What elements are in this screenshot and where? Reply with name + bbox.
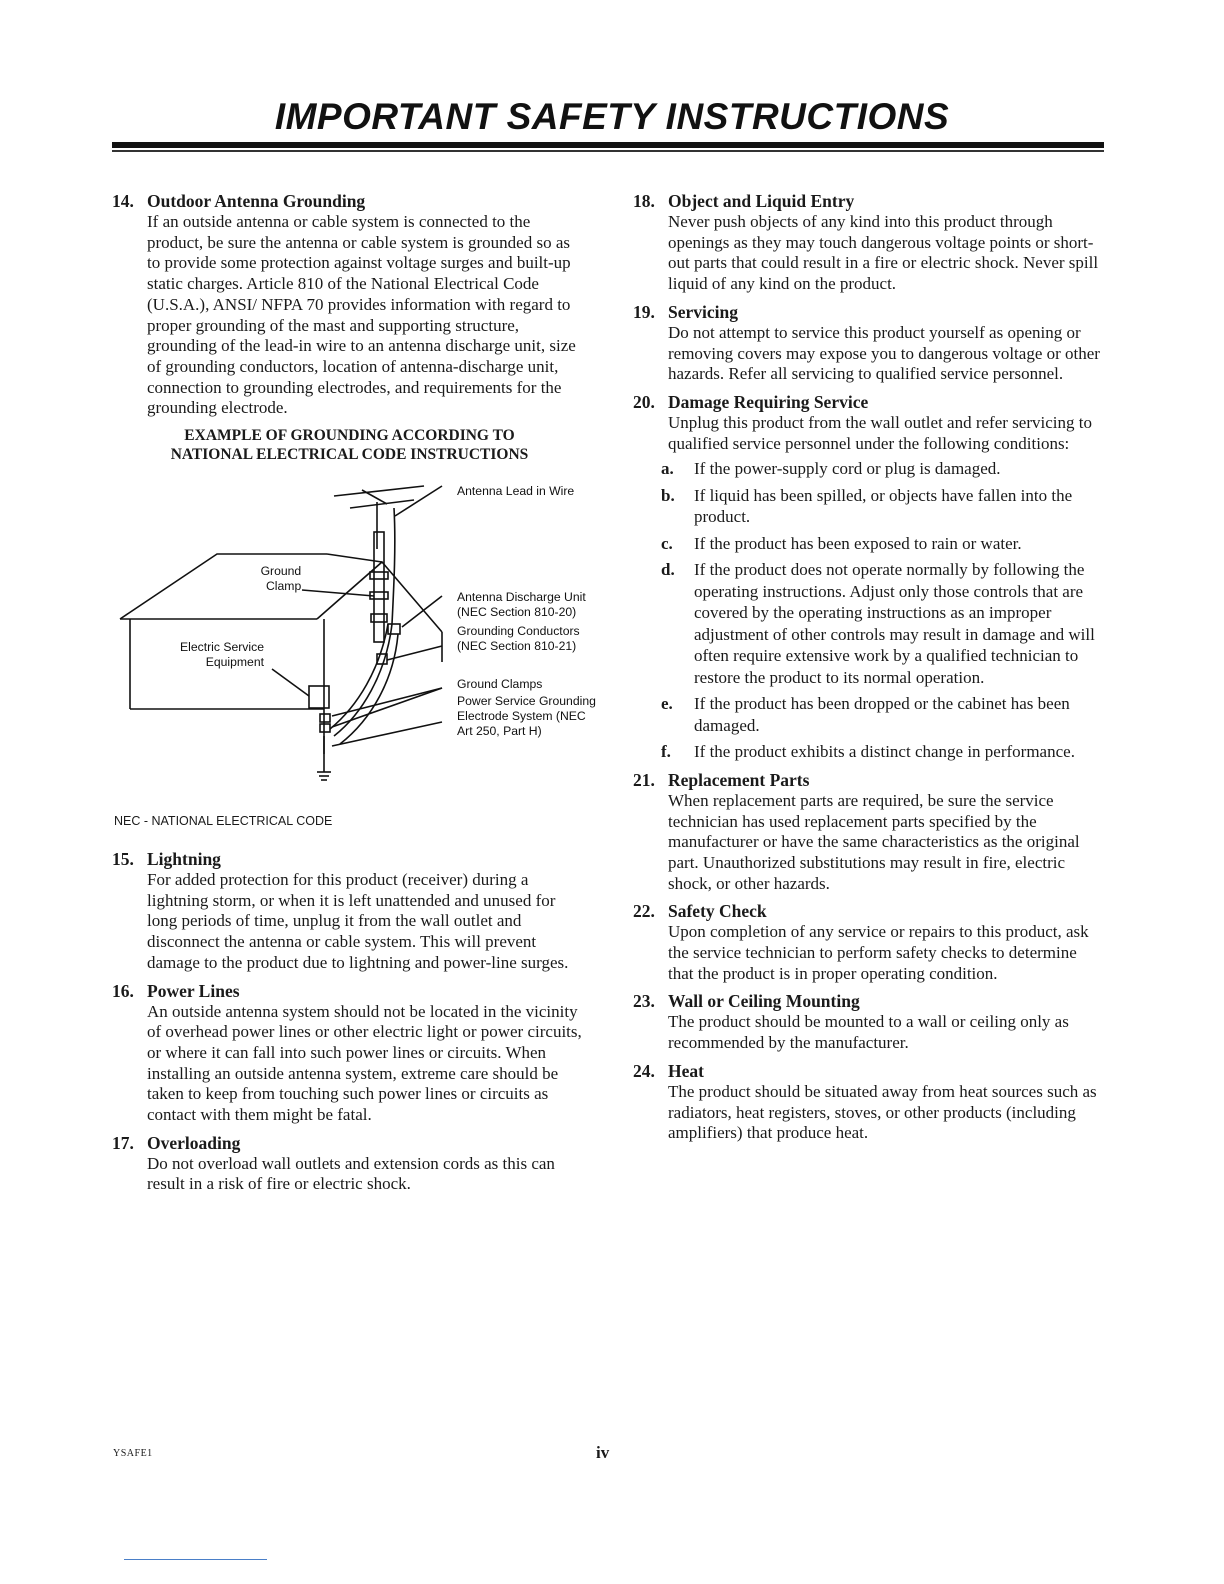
list-item: [661, 458, 1103, 480]
list-item-text: If the product has been dropped or the cabinet has been damaged.: [694, 694, 1070, 735]
list-item-text: If the product exhibits a distinct change in performance.: [694, 742, 1075, 762]
label-line: Power Service Grounding: [457, 694, 596, 709]
section-title: Heat: [668, 1060, 704, 1081]
list-item-letter: c.: [661, 533, 673, 553]
section-title: Power Lines: [147, 980, 240, 1001]
label-electric-service: [180, 640, 264, 670]
section-body: If an outside antenna or cable system is connected to the product, be sure the antenna or cable system is grounded so as to provide some protection against voltage surges and built-up static charges. Article 810 of the National Electrical Code (U.S.A.), ANSI/ NFPA 70 provides information with regard to proper grounding of the mast and supporting structure, grounding of the lead-in wire to an antenna discharge unit, size of grounding conductors, location of antenna-discharge unit, connection to grounding electrodes, and requirements for the grounding electrode.: [147, 212, 576, 418]
list-item-text: If the product has been exposed to rain or water.: [694, 533, 1022, 553]
section-title: Overloading: [147, 1132, 241, 1153]
section-body: For added protection for this product (receiver) during a lightning storm, or when it is left unattended and unused for long periods of time, unplug it from the wall outlet and disconnect the antenna or cable system. This will prevent damage to the product due to lightning and power-line surges.: [147, 870, 569, 972]
page-title: IMPORTANT SAFETY INSTRUCTIONS: [274, 96, 950, 137]
section-number: 22.: [633, 901, 655, 922]
label-line: Ground: [260, 564, 302, 579]
section-heading: [112, 1132, 587, 1154]
section-title: Wall or Ceiling Mounting: [668, 991, 860, 1012]
section-heading: [633, 1060, 1103, 1082]
grounding-conductor-2: [340, 634, 398, 744]
label-line: (NEC Section 810-20): [457, 605, 577, 620]
section-heading: [633, 769, 1103, 791]
section-23: [633, 990, 1103, 1053]
ground-clamp-1: [320, 714, 330, 722]
section-number: 23.: [633, 991, 655, 1012]
section-body: Do not attempt to service this product yourself as opening or removing covers may expose you to dangerous voltage or other hazards. Refer all servicing to qualified service personnel.: [668, 322, 1100, 384]
discharge-unit-pointer: [402, 596, 442, 627]
title-rule-thin: [112, 150, 1104, 152]
label-line: Electric Service: [180, 640, 264, 655]
section-number: 16.: [112, 980, 134, 1001]
section-body: The product should be mounted to a wall or ceiling only as recommended by the manufacturer.: [668, 1012, 1069, 1053]
ground-clamp-pointer: [302, 590, 374, 596]
list-item-letter: d.: [661, 560, 675, 580]
section-number: 18.: [633, 191, 655, 211]
figure-caption-line: NATIONAL ELECTRICAL CODE INSTRUCTIONS: [170, 446, 529, 464]
section-heading: [633, 391, 1103, 413]
label-discharge-unit: [457, 590, 586, 620]
section-15: [112, 848, 587, 974]
section-heading: [112, 980, 587, 1002]
footer-code: YSAFE1: [113, 1448, 153, 1459]
discharge-unit: [388, 624, 400, 634]
mast: [374, 532, 384, 642]
section-title: Object and Liquid Entry: [668, 191, 855, 211]
title-rule-thick: [112, 142, 1104, 148]
section-19: [633, 301, 1103, 385]
label-line: Equipment: [205, 655, 264, 670]
section-20: [633, 391, 1103, 763]
section-body: Unplug this product from the wall outlet and refer servicing to qualified service personnel under the following conditions:: [668, 412, 1092, 453]
section-body: Upon completion of any service or repairs to this product, ask the service technician to perform safety checks to determine that the product is in proper operating condition.: [668, 922, 1089, 983]
grounding-diagram: [112, 474, 596, 814]
condition-list: [661, 458, 1103, 763]
section-body: Never push objects of any kind into this product through openings as they may touch dangerous voltage points or short-out parts that could result in a fire or electric shock. Never spill liquid of any kind on the product.: [668, 212, 1099, 294]
section-heading: [633, 190, 1103, 212]
section-heading: [112, 190, 587, 212]
list-item: [661, 559, 1103, 688]
section-title: Safety Check: [668, 901, 767, 922]
list-item-text: If liquid has been spilled, or objects have fallen into the product.: [694, 485, 1073, 527]
section-22: [633, 900, 1103, 984]
left-column: [112, 190, 596, 1201]
section-number: 14.: [112, 191, 134, 211]
section-body: The product should be situated away from heat sources such as radiators, heat registers, stoves, or other products (including amplifiers) that produce heat.: [668, 1081, 1097, 1143]
section-21: [633, 769, 1103, 895]
nec-note: NEC - NATIONAL ELECTRICAL CODE: [114, 814, 333, 829]
section-body: When replacement parts are required, be sure the service technician has used replacement parts specified by the manufacturer or have the same characteristics as the original part. Unauthorized substitutions may result in fire, electric shock, or other hazards.: [668, 790, 1080, 893]
label-ground-clamp: [260, 564, 301, 594]
ground-clamps-pointer-2: [332, 688, 442, 727]
list-item-letter: b.: [661, 485, 675, 505]
antenna-element-top: [334, 486, 424, 496]
figure-caption: [112, 426, 587, 464]
label-line: Clamp: [266, 579, 302, 594]
section-number: 21.: [633, 769, 655, 790]
figure-caption-line: EXAMPLE OF GROUNDING ACCORDING TO: [184, 427, 515, 445]
mast-clamp-top: [370, 572, 388, 579]
list-item-text: If the product does not operate normally by following the operating instructions. Adjust only those controls that are covered by the operating instructions as an improper adjustment of other controls may result in damage and will often require extensive work by a qualified technician to restore the product to its normal operation.: [694, 560, 1095, 687]
section-title: Outdoor Antenna Grounding: [147, 191, 366, 211]
section-number: 24.: [633, 1060, 655, 1081]
ground-clamps-pointer-1: [332, 688, 442, 716]
section-number: 17.: [112, 1132, 134, 1153]
section-body: Do not overload wall outlets and extension cords as this can result in a risk of fire or electric shock.: [147, 1153, 555, 1194]
ground-clamp-2: [320, 724, 330, 732]
list-item-letter: f.: [661, 742, 671, 762]
list-item: [661, 533, 1103, 555]
list-item-letter: a.: [661, 459, 674, 479]
section-heading: [633, 990, 1103, 1012]
section-number: 20.: [633, 391, 655, 412]
section-body: An outside antenna system should not be located in the vicinity of overhead power lines or other electric light or power circuits, or where it can fall into such power lines or circuits. When installing an outside antenna system, extreme care should be taken to keep from touching such power lines or circuits as contact with them might be fatal.: [147, 1001, 582, 1125]
label-line: Antenna Discharge Unit: [457, 590, 586, 605]
section-heading: [112, 848, 587, 870]
section-title: Servicing: [668, 301, 738, 322]
list-item: [661, 485, 1103, 528]
electric-service-pointer: [272, 669, 309, 696]
list-item: [661, 741, 1103, 763]
section-title: Damage Requiring Service: [668, 391, 869, 412]
section-17: [112, 1132, 587, 1195]
section-number: 15.: [112, 849, 134, 870]
section-18: [633, 190, 1103, 295]
label-power-service: [457, 694, 596, 739]
section-14: [112, 190, 587, 419]
label-grounding-conductors: [457, 624, 580, 654]
label-line: Electrode System (NEC: [457, 709, 586, 724]
list-item-letter: e.: [661, 694, 673, 714]
section-number: 19.: [633, 301, 655, 322]
electrode-pointer: [332, 722, 442, 746]
label-antenna-lead: Antenna Lead in Wire: [457, 484, 575, 499]
grounding-conductor-1: [330, 624, 388, 729]
section-heading: [633, 900, 1103, 922]
section-title: Lightning: [147, 849, 221, 870]
section-16: [112, 980, 587, 1126]
label-line: (NEC Section 810-21): [457, 639, 577, 654]
right-column: [633, 190, 1103, 1150]
decorative-underline: [124, 1559, 267, 1560]
service-box: [309, 686, 329, 708]
label-line: Art 250, Part H): [457, 724, 542, 739]
section-heading: [633, 301, 1103, 323]
list-item: [661, 693, 1103, 736]
list-item-text: If the power-supply cord or plug is damaged.: [694, 459, 1001, 479]
label-line: Grounding Conductors: [457, 624, 580, 639]
label-ground-clamps: Ground Clamps: [457, 677, 543, 692]
section-24: [633, 1060, 1103, 1144]
section-title: Replacement Parts: [668, 769, 810, 790]
page-number: iv: [596, 1443, 610, 1462]
